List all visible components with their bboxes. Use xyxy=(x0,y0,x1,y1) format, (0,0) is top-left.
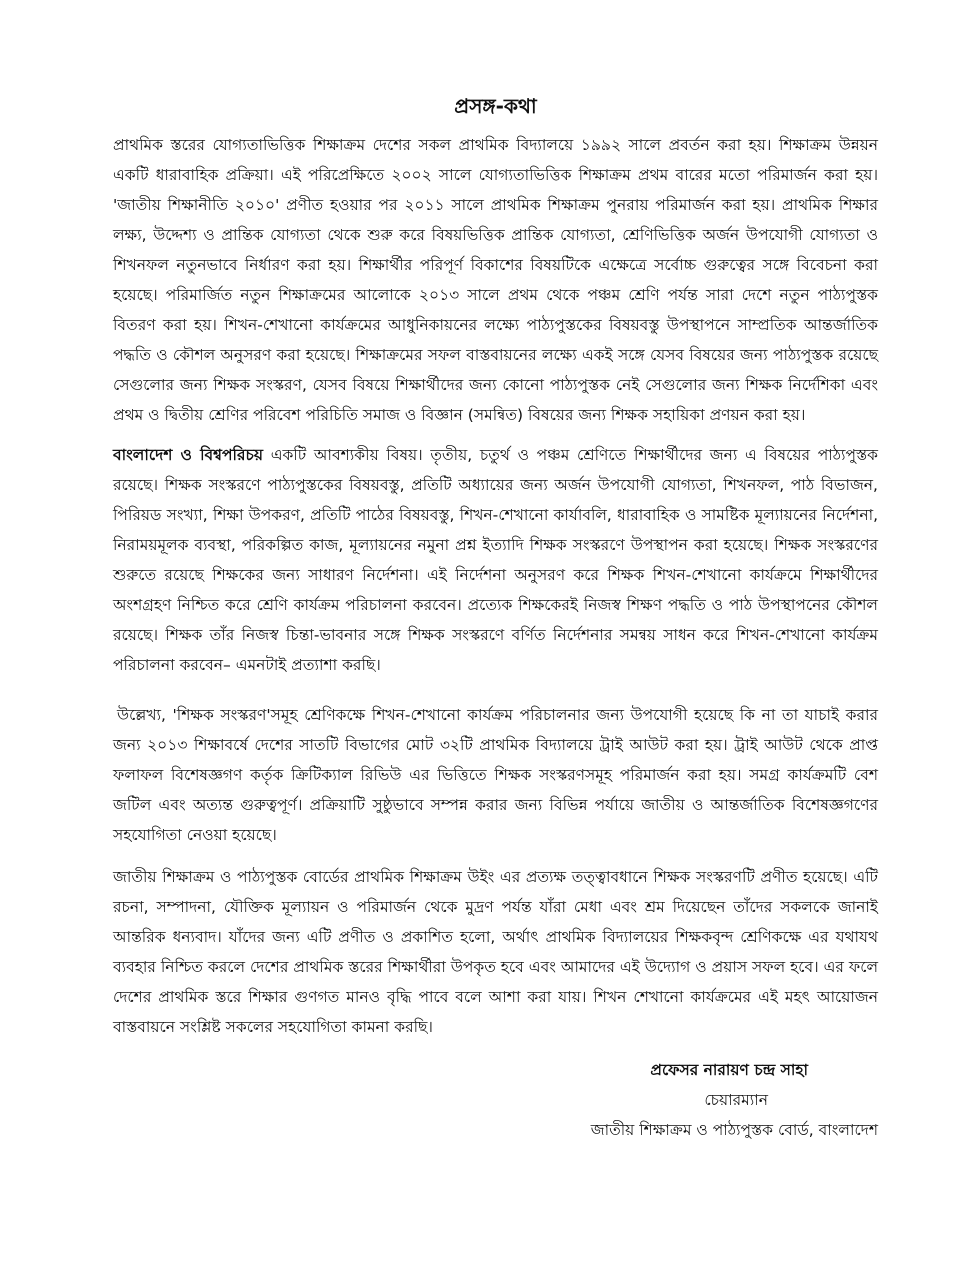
page-title: প্রসঙ্গ-কথা xyxy=(454,94,537,118)
paragraph-2-text: একটি আবশ্যকীয় বিষয়। তৃতীয়, চতুর্থ ও পঞ্চম শ্রেণিতে শিক্ষার্থীদের জন্য এ বিষয়ের পাঠ্যপুস্তক রয়েছে। শিক্ষক সংস্করণে পাঠ্যপুস্তকের বিষয়বস্তু, প্রতিটি অধ্যায়ের জন্য অর্জন উপযোগী যোগ্যতা, শিখনফল, পাঠ বিভাজন, পিরিয়ড সংখ্যা, শিক্ষা উপকরণ, প্রতিটি পাঠের বিষয়বস্তু, শিখন-শেখানো কার্যাবলি, ধারাবাহিক ও সামষ্টিক মূল্যায়নের নির্দেশনা, নিরাময়মূলক ব্যবস্থা, পরিকল্পিত কাজ, মূল্যায়নের নমুনা প্রশ্ন ইত্যাদি শিক্ষক সংস্করণে উপস্থাপন করা হয়েছে। শিক্ষক সংস্করণের শুরুতে রয়েছে শিক্ষকের জন্য সাধারণ নির্দেশনা। এই নির্দেশনা অনুসরণ করে শিক্ষক শিখন-শেখানো কার্যক্রমে শিক্ষার্থীদের অংশগ্রহণ নিশ্চিত করে শ্রেণি কার্যক্রম পরিচালনা করবেন। প্রত্যেক শিক্ষকেরই নিজস্ব শিক্ষণ পদ্ধতি ও পাঠ উপস্থাপনের কৌশল রয়েছে। শিক্ষক তাঁর নিজস্ব চিন্তা-ভাবনার সঙ্গে শিক্ষক সংস্করণে বর্ণিত নির্দেশনার সমন্বয় সাধন করে শিখন-শেখানো কার্যক্রম পরিচালনা করবেন– এমনটাই প্রত্যাশা করছি। xyxy=(113,446,878,674)
paragraph-2-subject: বাংলাদেশ ও বিশ্বপরিচয় xyxy=(113,446,264,464)
paragraph-1: প্রাথমিক স্তরের যোগ্যতাভিত্তিক শিক্ষাক্রম দেশের সকল প্রাথমিক বিদ্যালয়ে ১৯৯২ সালে প্রবর্তন করা হয়। শিক্ষাক্রম উন্নয়ন একটি ধারাবাহিক প্রক্রিয়া। এই পরিপ্রেক্ষিতে ২০০২ সালে যোগ্যতাভিত্তিক শিক্ষাক্রম প্রথম বারের মতো পরিমার্জন করা হয়। 'জাতীয় শিক্ষানীতি ২০১০' প্রণীত হওয়ার পর ২০১১ সালে প্রাথমিক শিক্ষাক্রম পুনরায় পরিমার্জন করা হয়। প্রাথমিক শিক্ষার লক্ষ্য, উদ্দেশ্য ও প্রান্তিক যোগ্যতা থেকে শুরু করে বিষয়ভিত্তিক প্রান্তিক যোগ্যতা, শ্রেণিভিত্তিক অর্জন উপযোগী যোগ্যতা ও শিখনফল নতুনভাবে নির্ধারণ করা হয়। শিক্ষার্থীর পরিপূর্ণ বিকাশের বিষয়টিকে এক্ষেত্রে সর্বোচ্চ গুরুত্বের সঙ্গে বিবেচনা করা হয়েছে। পরিমার্জিত নতুন শিক্ষাক্রমের আলোকে ২০১৩ সালে প্রথম থেকে পঞ্চম শ্রেণি পর্যন্ত সারা দেশে নতুন পাঠ্যপুস্তক বিতরণ করা হয়। শিখন-শেখানো কার্যক্রমের আধুনিকায়নের লক্ষ্যে পাঠ্যপুস্তকের বিষয়বস্তু উপস্থাপনে সাম্প্রতিক আন্তর্জাতিক পদ্ধতি ও কৌশল অনুসরণ করা হয়েছে। শিক্ষাক্রমের সফল বাস্তবায়নের লক্ষ্যে একই সঙ্গে যেসব বিষয়ের জন্য পাঠ্যপুস্তক রয়েছে সেগুলোর জন্য শিক্ষক সংস্করণ, যেসব বিষয়ে শিক্ষার্থীদের জন্য কোনো পাঠ্যপুস্তক নেই সেগুলোর জন্য শিক্ষক নির্দেশিকা এবং প্রথম ও দ্বিতীয় শ্রেণির পরিবেশ পরিচিতি সমাজ ও বিজ্ঞান (সমন্বিত) বিষয়ের জন্য শিক্ষক সহায়িকা প্রণয়ন করা হয়। xyxy=(113,136,878,424)
signatory-role: চেয়ারম্যান xyxy=(704,1091,768,1109)
signatory-organization: জাতীয় শিক্ষাক্রম ও পাঠ্যপুস্তক বোর্ড, বাংলাদেশ xyxy=(590,1121,878,1139)
paragraph-2 xyxy=(113,440,878,680)
paragraph-3: উল্লেখ্য, 'শিক্ষক সংস্করণ'সমূহ শ্রেণিকক্ষে শিখন-শেখানো কার্যক্রম পরিচালনার জন্য উপযোগী হয়েছে কি না তা যাচাই করার জন্য ২০১৩ শিক্ষাবর্ষে দেশের সাতটি বিভাগের মোট ৩২টি প্রাথমিক বিদ্যালয়ে ট্রাই আউট করা হয়। ট্রাই আউট থেকে প্রাপ্ত ফলাফল বিশেষজ্ঞগণ কর্তৃক ক্রিটিক্যাল রিভিউ এর ভিত্তিতে শিক্ষক সংস্করণসমূহ পরিমার্জন করা হয়। সমগ্র কার্যক্রমটি বেশ জটিল এবং অত্যন্ত গুরুত্বপূর্ণ। প্রক্রিয়াটি সুষ্ঠুভাবে সম্পন্ন করার জন্য বিভিন্ন পর্যায়ে জাতীয় ও আন্তর্জাতিক বিশেষজ্ঞগণের সহযোগিতা নেওয়া হয়েছে। xyxy=(113,706,878,844)
signature-block xyxy=(518,1055,878,1145)
signatory-name: প্রফেসর নারায়ণ চন্দ্র সাহা xyxy=(650,1061,808,1079)
paragraph-4: জাতীয় শিক্ষাক্রম ও পাঠ্যপুস্তক বোর্ডের প্রাথমিক শিক্ষাক্রম উইং এর প্রত্যক্ষ তত্ত্বাবধানে শিক্ষক সংস্করণটি প্রণীত হয়েছে। এটি রচনা, সম্পাদনা, যৌক্তিক মূল্যায়ন ও পরিমার্জন থেকে মুদ্রণ পর্যন্ত যাঁরা মেধা এবং শ্রম দিয়েছেন তাঁদের সকলকে জানাই আন্তরিক ধন্যবাদ। যাঁদের জন্য এটি প্রণীত ও প্রকাশিত হলো, অর্থাৎ প্রাথমিক বিদ্যালয়ের শিক্ষকবৃন্দ শ্রেণিকক্ষে এর যথাযথ ব্যবহার নিশ্চিত করলে দেশের প্রাথমিক স্তরের শিক্ষার্থীরা উপকৃত হবে এবং আমাদের এই উদ্যোগ ও প্রয়াস সফল হবে। এর ফলে দেশের প্রাথমিক স্তরে শিক্ষার গুণগত মানও বৃদ্ধি পাবে বলে আশা করা যায়। শিখন শেখানো কার্যক্রমের এই মহৎ আয়োজন বাস্তবায়নে সংশ্লিষ্ট সকলের সহযোগিতা কামনা করছি। xyxy=(113,868,878,1036)
